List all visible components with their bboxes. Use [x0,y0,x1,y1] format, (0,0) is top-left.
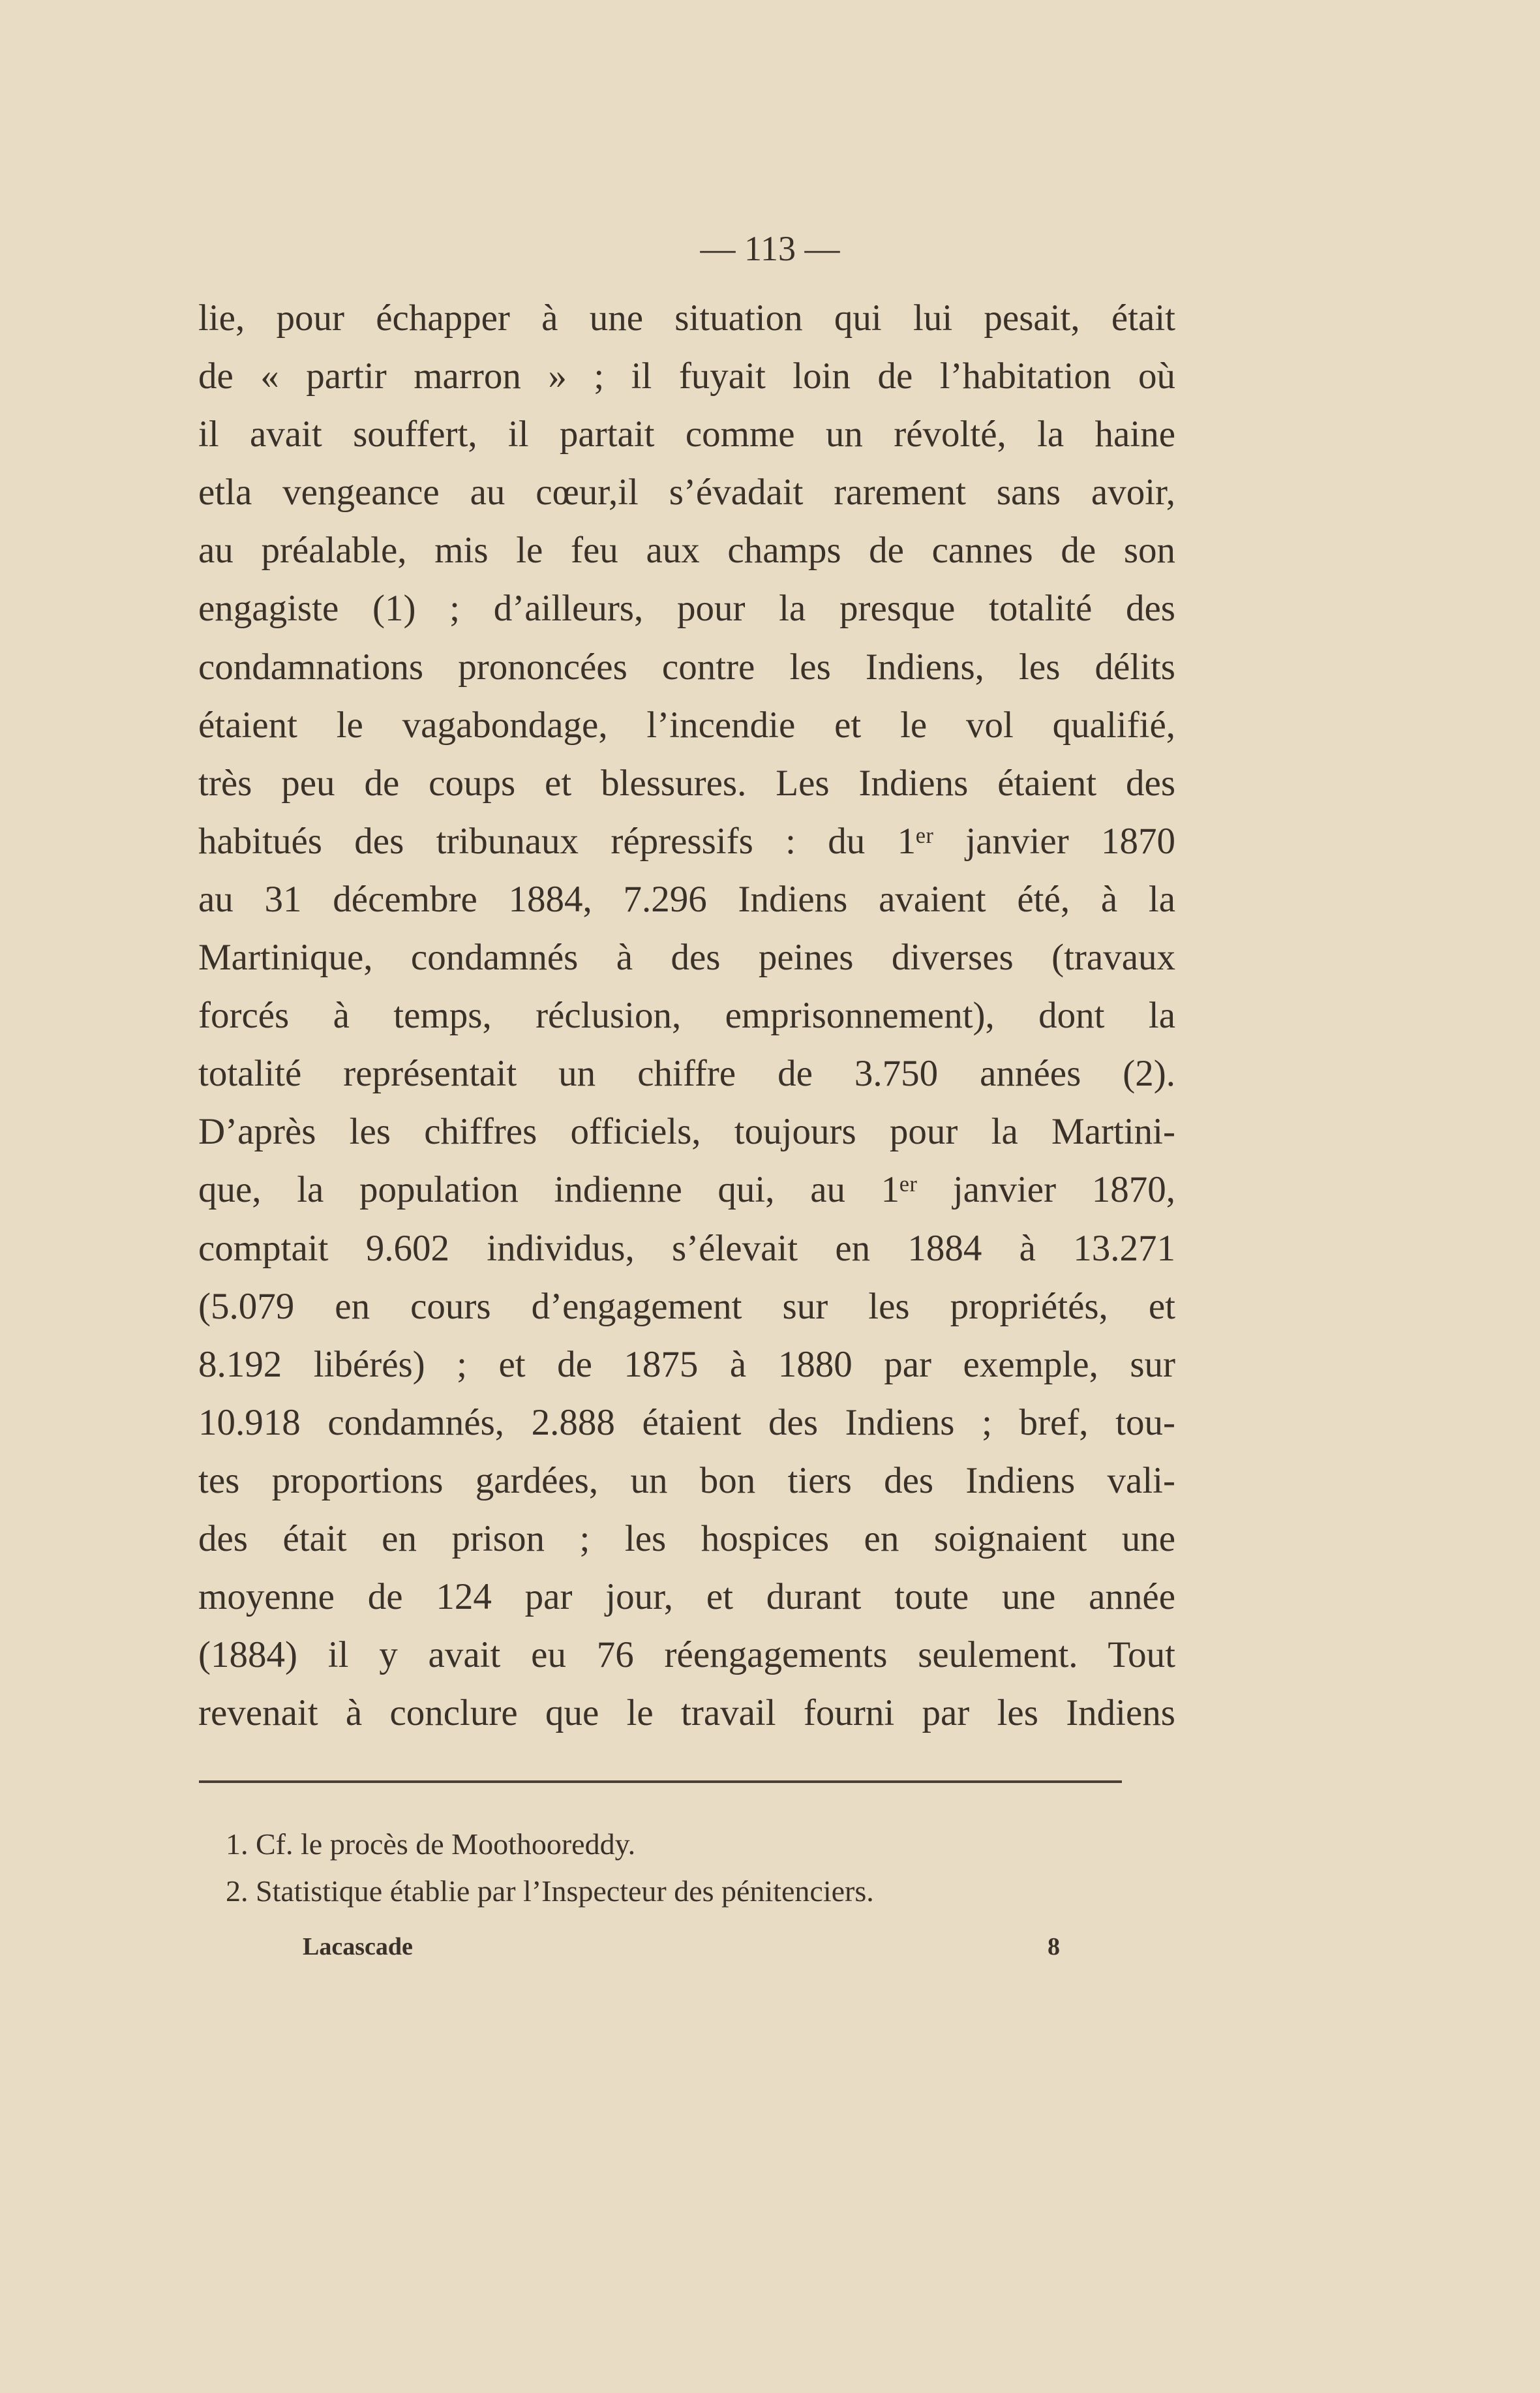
text-line: habitués des tribunaux répressifs : du 1ᵉʳ janvier 1870 [198,820,1175,862]
text-line: des était en prison ; les hospices en soignaient une [198,1517,1175,1559]
footnote-1: 1. Cf. le procès de Moothooreddy. [226,1827,636,1861]
text-line: au préalable, mis le feu aux champs de cannes de son [198,530,1175,572]
text-line: très peu de coups et blessures. Les Indiens étaient des [198,762,1175,804]
text-line: au 31 décembre 1884, 7.296 Indiens avaient été, à la [198,878,1175,920]
text-line: engagiste (1) ; d’ailleurs, pour la presque totalité des [198,588,1175,630]
text-line: moyenne de 124 par jour, et durant toute une année [198,1576,1175,1618]
text-line: il avait souffert, il partait comme un révolté, la haine [198,414,1175,455]
text-line: 10.918 condamnés, 2.888 étaient des Indiens ; bref, tou- [198,1401,1175,1443]
text-line: (5.079 en cours d’engagement sur les propriétés, et [198,1285,1175,1327]
text-line: lie, pour échapper à une situation qui lui pesait, était [198,297,1175,339]
text-line: totalité représentait un chiffre de 3.750 années (2). [198,1053,1175,1095]
text-line: (1884) il y avait eu 76 réengagements seulement. Tout [198,1634,1175,1676]
footnote-divider [199,1780,1122,1783]
text-line: étaient le vagabondage, l’incendie et le vol qualifié, [198,704,1175,746]
signature-author: Lacascade [303,1933,413,1960]
text-line: tes proportions gardées, un bon tiers des Indiens vali- [198,1459,1175,1501]
text-line: forcés à temps, réclusion, emprisonnement), dont la [198,995,1175,1037]
text-line: condamnations prononcées contre les Indiens, les délits [198,646,1175,688]
text-line: revenait à conclure que le travail fourni par les Indiens [198,1692,1175,1734]
text-line: de « partir marron » ; il fuyait loin de l’habitation où [198,356,1175,397]
text-line: que, la population indienne qui, au 1ᵉʳ janvier 1870, [198,1169,1175,1211]
text-line: Martinique, condamnés à des peines diverses (travaux [198,937,1175,979]
text-line: 8.192 libérés) ; et de 1875 à 1880 par exemple, sur [198,1343,1175,1385]
page-number: — 113 — [700,229,840,268]
footnote-2: 2. Statistique établie par l’Inspecteur des pénitenciers. [226,1874,874,1908]
text-line: D’après les chiffres officiels, toujours pour la Martini- [198,1111,1175,1153]
signature-sheet: 8 [1048,1933,1060,1960]
text-line: etla vengeance au cœur,il s’évadait rarement sans avoir, [198,472,1175,513]
text-line: comptait 9.602 individus, s’élevait en 1884 à 13.271 [198,1227,1175,1269]
body-text [198,294,1175,1746]
